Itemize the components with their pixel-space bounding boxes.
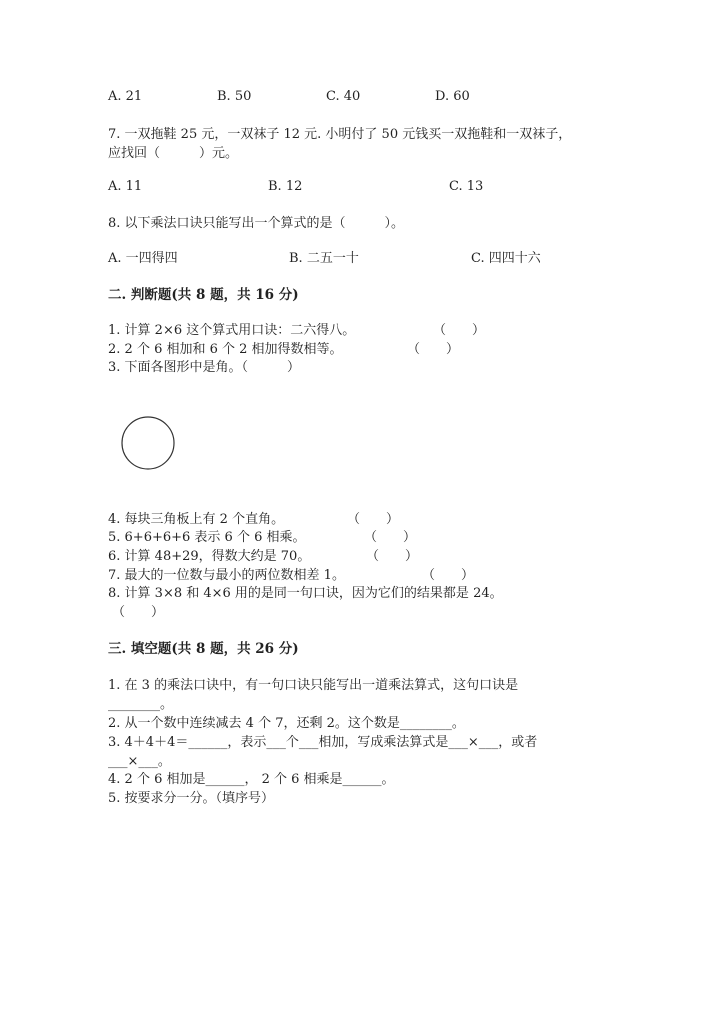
judge-item-3: 3. 下面各图形中是角。（ ） — [108, 360, 301, 375]
fill-line-1b: ________。 — [108, 697, 174, 712]
judge-item-4: 4. 每块三角板上有 2 个直角。 — [108, 512, 285, 527]
judge-item-5: 5. 6+6+6+6 表示 6 个 6 相乘。 — [108, 530, 306, 545]
section3-title: 三. 填空题(共 8 题，共 26 分) — [108, 641, 299, 657]
q7-option-c: C. 13 — [449, 179, 484, 194]
q7-option-b: B. 12 — [268, 179, 303, 194]
judge-item-1: 1. 计算 2×6 这个算式用口诀：二六得八。 — [108, 323, 356, 338]
judge-blank-5: （ ） — [364, 530, 417, 545]
judge-blank-6: （ ） — [366, 549, 419, 564]
q6-option-a: A. 21 — [108, 89, 143, 104]
judge-item-6: 6. 计算 48+29，得数大约是 70。 — [108, 549, 311, 564]
q8-text: 8. 以下乘法口诀只能写出一个算式的是（ ）。 — [108, 216, 405, 231]
judge-item-2: 2. 2 个 6 相加和 6 个 2 相加得数相等。 — [108, 342, 343, 357]
judge-blank-7: （ ） — [422, 568, 475, 583]
judge-item-8: 8. 计算 3×8 和 4×6 用的是同一句口诀，因为它们的结果都是 24。 — [108, 586, 503, 601]
q7-text-line1: 7. 一双拖鞋 25 元，一双袜子 12 元. 小明付了 50 元钱买一双拖鞋和一双袜子， — [108, 127, 572, 142]
q8-option-b: B. 二五一十 — [289, 251, 359, 266]
circle-figure — [121, 416, 175, 470]
q6-option-d: D. 60 — [435, 89, 470, 104]
fill-line-1: 1. 在 3 的乘法口诀中，有一句口诀只能写出一道乘法算式，这句口诀是 — [108, 678, 519, 693]
judge-blank-1: （ ） — [433, 323, 486, 338]
q6-option-c: C. 40 — [326, 89, 361, 104]
judge-blank-4: （ ） — [347, 512, 400, 527]
q8-option-a: A. 一四得四 — [108, 251, 178, 266]
fill-line-5: 5. 按要求分一分。（填序号） — [108, 791, 275, 806]
fill-line-4: 4. 2 个 6 相加是______， 2 个 6 相乘是______。 — [108, 772, 395, 787]
q6-option-b: B. 50 — [217, 89, 252, 104]
fill-line-3b: ___×___。 — [108, 754, 171, 769]
fill-line-2: 2. 从一个数中连续减去 4 个 7，还剩 2。这个数是________。 — [108, 716, 465, 731]
judge-blank-8: （ ） — [112, 605, 165, 620]
judge-item-7: 7. 最大的一位数与最小的两位数相差 1。 — [108, 568, 345, 583]
judge-blank-2: （ ） — [407, 342, 460, 357]
q8-option-c: C. 四四十六 — [471, 251, 541, 266]
q7-option-a: A. 11 — [108, 179, 143, 194]
fill-line-3: 3. 4＋4＋4＝______，表示___个___相加，写成乘法算式是___×___，或者 — [108, 735, 538, 750]
section2-title: 二. 判断题(共 8 题，共 16 分) — [108, 287, 299, 303]
q7-text-line2: 应找回（ ）元。 — [108, 146, 239, 161]
